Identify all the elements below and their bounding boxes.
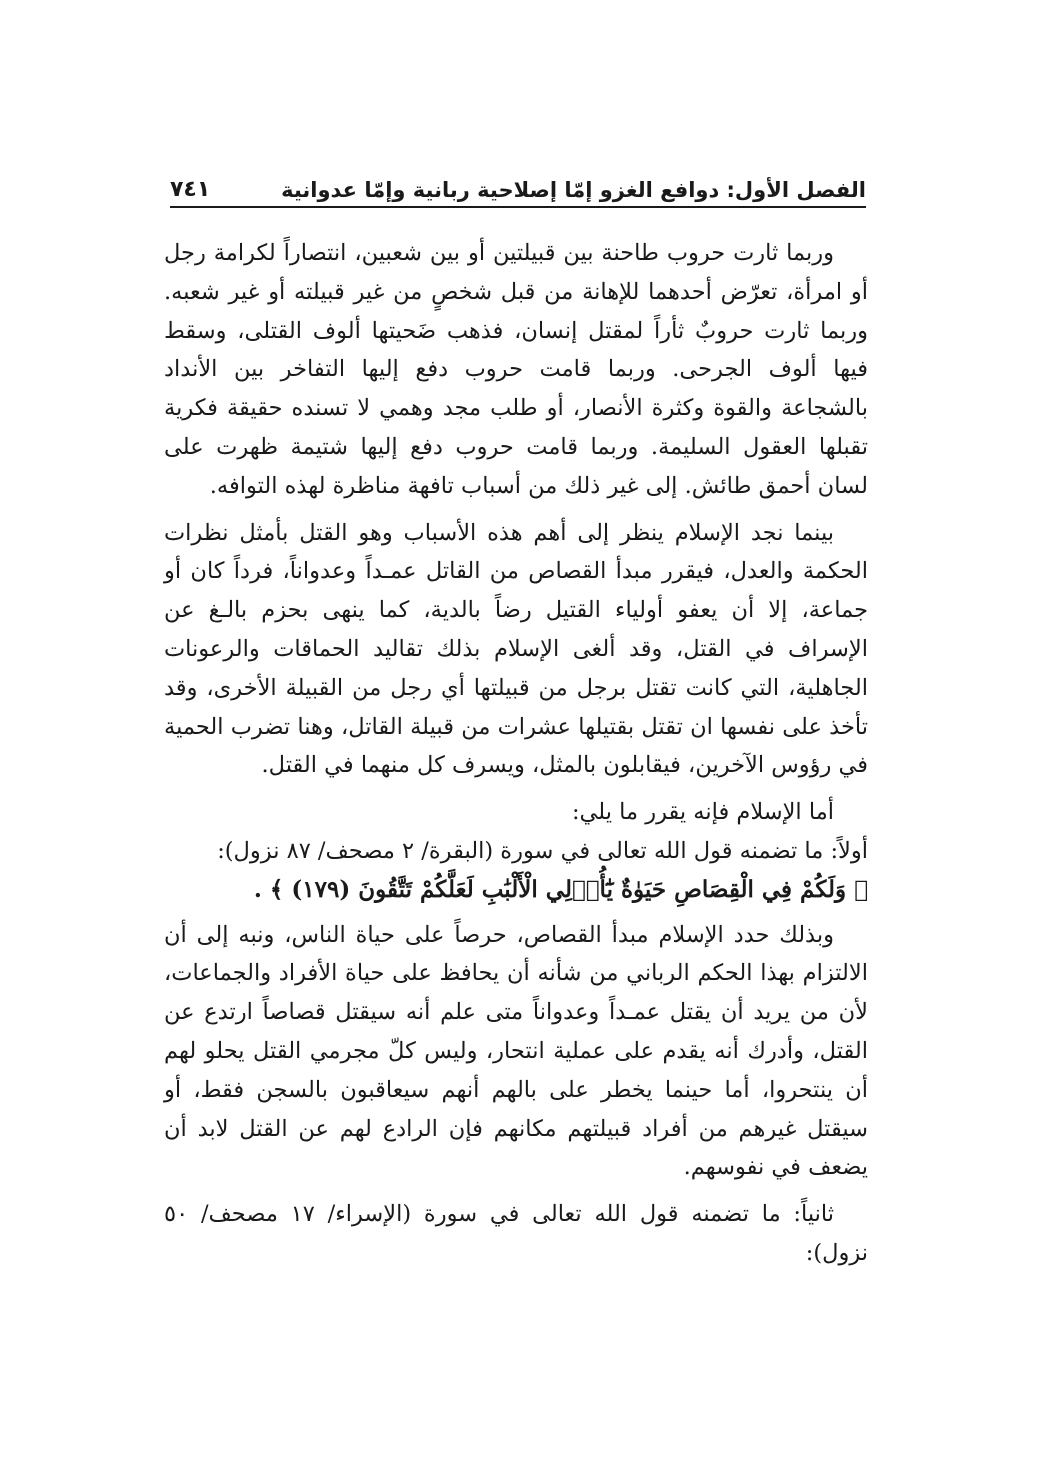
verse-number: (١٧٩) bbox=[291, 875, 351, 903]
intro-line: أما الإسلام فإنه يقرر ما يلي: bbox=[571, 799, 834, 826]
paragraph-wars-causes: وربما ثارت حروب طاحنة بين قبيلتين أو بين شعبين، انتصاراً لكرامة رجل أو امرأة، تعرّض أحدهما للإهانة من قبل شخصٍ من غير قبيلته أو غير شعبه. وربما ثارت حروبٌ ثأراً لمقتل إنسان، فذهب ضَحيتها ألوف القتلى، وسقط فيها ألوف الجرحى. وربما قامت حروب دفع إليها التفاخر بين الأنداد بالشجاعة والقوة وكثرة الأنصار، أو طلب مجد وهمي لا تسنده حقيقة فكرية تقبلها العقول السليمة. وربما قامت حروب دفع إليها شتيمة ظهرت على لسان أحمق طائش. إلى غير ذلك من أسباب تافهة مناظرة لهذه التوافه. bbox=[164, 240, 868, 499]
page-body bbox=[164, 234, 868, 1281]
first-point: أولاً: ما تضمنه قول الله تعالى في سورة (البقرة/ ٢ مصحف/ ٨٧ نزول): bbox=[217, 837, 868, 864]
page-header bbox=[170, 168, 866, 208]
paragraph-qisas: وبذلك حدد الإسلام مبدأ القصاص، حرصاً على حياة الناس، ونبه إلى أن الالتزام بهذا الحكم الرباني من شأنه أن يحافظ على حياة الأفراد والجماعات، لأن من يريد أن يقتل عمـداً وعدواناً متى علم أنه سيقتل قصاصاً ارتدع عن القتل، وأدرك أنه يقدم على عملية انتحار، وليس كلّ مجرمي القتل يحلو لهم أن ينتحروا، أما حينما يخطر على بالهم أنهم سيعاقبون بالسجن فقط، أو سيقتل غيرهم من أفراد قبيلتهم مكانهم فإن الرادع لهم عن القتل لابد أن يضعف في نفوسهم. bbox=[164, 921, 868, 1181]
chapter-title: الفصل الأول: دوافع الغزو إمّا إصلاحية ربانية وإمّا عدوانية bbox=[281, 178, 866, 202]
page-number: ٧٤١ bbox=[170, 177, 211, 202]
verse-text: وَلَكُمْ فِي الْقِصَاصِ حَيَوٰةٌ يَٰٓأُو۟لِي الْأَلْبَٰبِ لَعَلَّكُمْ تَتَّقُونَ bbox=[358, 875, 847, 903]
quran-verse bbox=[164, 871, 868, 910]
verse-open-bracket: ﴿ bbox=[854, 875, 868, 903]
second-point: ثانياً: ما تضمنه قول الله تعالى في سورة (الإسراء/ ١٧ مصحف/ ٥٠ نزول): bbox=[164, 1201, 868, 1266]
verse-close-bracket: ﴾ . bbox=[253, 875, 284, 903]
paragraph-islam-view: بينما نجد الإسلام ينظر إلى أهم هذه الأسباب وهو القتل بأمثل نظرات الحكمة والعدل، فيقرر مبدأ القصاص من القاتل عمـداً وعدواناً، فرداً كان أو جماعة، إلا أن يعفو أولياء القتيل رضاً بالدية، كما ينهى بحزم بالـغ عن الإسراف في القتل، وقد ألغى الإسلام بذلك تقاليد الحماقات والرعونات الجاهلية، التي كانت تقتل برجل من قبيلتها أي رجل من القبيلة الأخرى، وقد تأخذ على نفسها ان تقتل بقتيلها عشرات من قبيلة القاتل، وهنا تضرب الحمية في رؤوس الآخرين، فيقابلون بالمثل، ويسرف كل منهما في القتل. bbox=[164, 519, 868, 779]
